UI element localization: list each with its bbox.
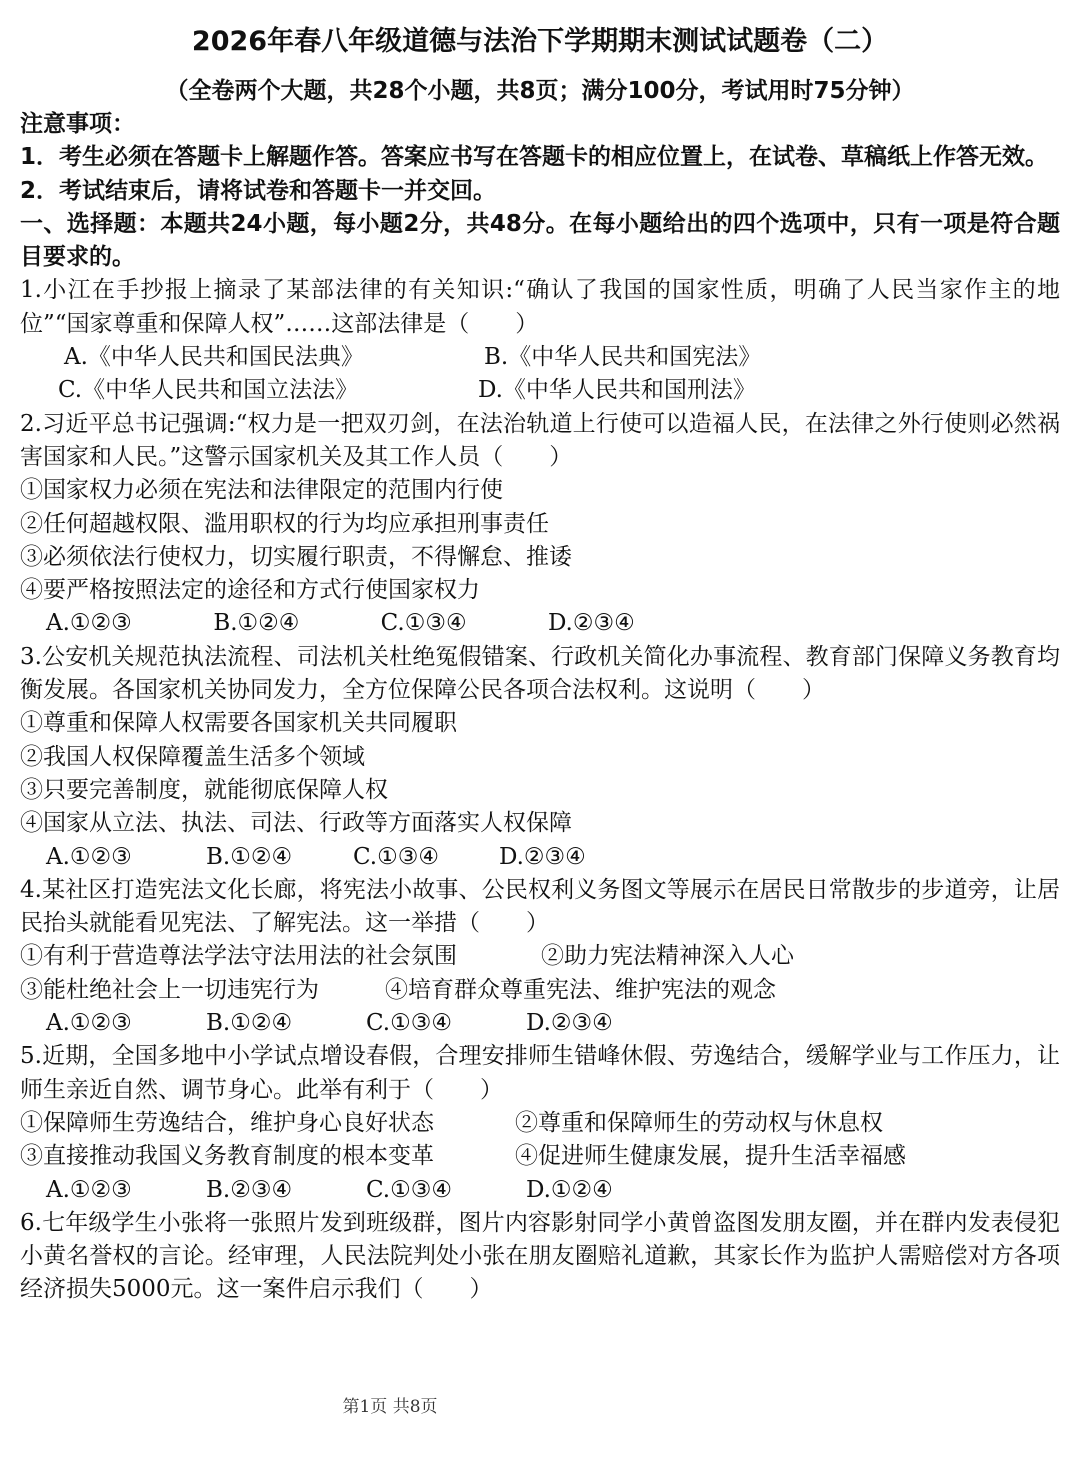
question-2-options: [20, 607, 1060, 640]
question-1-option-a: A.《中华人民共和国民法典》: [64, 344, 364, 371]
question-1-options-row-2: [20, 374, 1060, 407]
question-2-statement-2: ②任何超越权限、滥用职权的行为均应承担刑事责任: [20, 510, 549, 537]
question-4-options: [20, 1007, 1060, 1040]
question-3-statement-3: ③只要完善制度，就能彻底保障人权: [20, 776, 388, 803]
notice-item-1: 1．考生必须在答题卡上解题作答。答案应书写在答题卡的相应位置上，在试卷、草稿纸上作答无效。: [20, 144, 1049, 171]
question-3-options: [20, 841, 1060, 874]
question-5-statement-1: ①保障师生劳逸结合，维护身心良好状态: [20, 1109, 434, 1136]
question-5-option-d: D.①②④: [526, 1176, 613, 1203]
question-4-statements-row-2: [20, 974, 1060, 1007]
question-2-statement-4: ④要严格按照法定的途径和方式行使国家权力: [20, 577, 480, 604]
question-4-option-b: B.①②④: [206, 1010, 293, 1037]
question-3-option-a: A.①②③: [46, 843, 132, 870]
question-1-option-b: B.《中华人民共和国宪法》: [484, 344, 762, 371]
question-3-option-d: D.②③④: [499, 843, 586, 870]
question-4-option-d: D.②③④: [526, 1010, 613, 1037]
question-6-stem: 6.七年级学生小张将一张照片发到班级群，图片内容影射同学小黄曾盗图发朋友圈，并在群内发表侵犯小黄名誉权的言论。经审理，人民法院判处小张在朋友圈赔礼道歉，其家长作为监护人需赔偿对方各项经济损失5000元。这一案件启示我们（ ）: [20, 1209, 1060, 1303]
question-5-statement-2: ②尊重和保障师生的劳动权与休息权: [515, 1109, 883, 1136]
question-5-option-a: A.①②③: [46, 1176, 132, 1203]
notice-heading: 注意事项：: [20, 111, 135, 137]
question-4-statement-1: ①有利于营造尊法学法守法用法的社会氛围: [20, 943, 457, 970]
question-4-option-a: A.①②③: [46, 1010, 132, 1037]
question-1-option-d: D.《中华人民共和国刑法》: [478, 377, 756, 404]
question-1-options-row-1: [20, 341, 1060, 374]
question-4-option-c: C.①③④: [366, 1010, 452, 1037]
question-4-statements-row-1: [20, 940, 1060, 973]
question-2-option-c: C.①③④: [380, 610, 467, 637]
question-1-stem: 1.小江在手抄报上摘录了某部法律的有关知识:“确认了我国的国家性质，明确了人民当家作主的地位”“国家尊重和保障人权”……这部法律是（ ）: [20, 277, 1060, 337]
question-4-statement-3: ③能杜绝社会上一切违宪行为: [20, 976, 319, 1003]
question-5-statement-3: ③直接推动我国义务教育制度的根本变革: [20, 1143, 434, 1170]
exam-subtitle: （全卷两个大题，共28个小题，共8页；满分100分，考试用时75分钟）: [165, 78, 915, 104]
exam-title: 2026年春八年级道德与法治下学期期末测试试题卷（二）: [191, 26, 889, 57]
question-2-option-b: B.①②④: [213, 610, 300, 637]
question-4-statement-4: ④培育群众尊重宪法、维护宪法的观念: [385, 976, 776, 1003]
question-2-option-a: A.①②③: [46, 610, 132, 637]
question-3-option-c: C.①③④: [353, 843, 439, 870]
question-3-statement-4: ④国家从立法、执法、司法、行政等方面落实人权保障: [20, 810, 572, 837]
question-4-statement-2: ②助力宪法精神深入人心: [541, 943, 794, 970]
question-3-stem: 3.公安机关规范执法流程、司法机关杜绝冤假错案、行政机关简化办事流程、教育部门保障义务教育均衡发展。各国家机关协同发力，全方位保障公民各项合法权利。这说明（ ）: [20, 643, 1060, 704]
question-5-statement-4: ④促进师生健康发展，提升生活幸福感: [515, 1143, 906, 1170]
question-3-statement-1: ①尊重和保障人权需要各国家机关共同履职: [20, 710, 457, 737]
question-5-statements-row-1: [20, 1107, 1060, 1140]
question-3-statement-2: ②我国人权保障覆盖生活多个领域: [20, 743, 365, 770]
question-4-stem: 4.某社区打造宪法文化长廊，将宪法小故事、公民权利义务图文等展示在居民日常散步的步道旁，让居民抬头就能看见宪法、了解宪法。这一举措（ ）: [20, 876, 1060, 937]
section1-heading: 一、选择题：本题共24小题，每小题2分，共48分。在每小题给出的四个选项中，只有一项是符合题目要求的。: [20, 210, 1060, 271]
question-1-option-c: C.《中华人民共和国立法法》: [58, 377, 359, 404]
question-5-option-b: B.②③④: [206, 1176, 293, 1203]
question-2-statement-1: ①国家权力必须在宪法和法律限定的范围内行使: [20, 477, 503, 504]
page-number: 第1页 共8页: [342, 1397, 438, 1417]
exam-body: [20, 108, 1060, 1307]
question-2-option-d: D.②③④: [547, 610, 635, 637]
question-5-options: [20, 1174, 1060, 1207]
question-5-statements-row-2: [20, 1140, 1060, 1173]
question-2-stem: 2.习近平总书记强调:“权力是一把双刃剑，在法治轨道上行使可以造福人民，在法律之外行使则必然祸害国家和人民。”这警示国家机关及其工作人员（ ）: [20, 410, 1060, 470]
question-5-option-c: C.①③④: [366, 1176, 452, 1203]
question-5-stem: 5.近期，全国多地中小学试点增设春假，合理安排师生错峰休假、劳逸结合，缓解学业与工作压力，让师生亲近自然、调节身心。此举有利于（ ）: [20, 1043, 1060, 1103]
question-3-option-b: B.①②④: [206, 843, 293, 870]
question-2-statement-3: ③必须依法行使权力，切实履行职责，不得懈怠、推诿: [20, 543, 572, 570]
notice-item-2: 2．考试结束后，请将试卷和答题卡一并交回。: [20, 177, 497, 204]
